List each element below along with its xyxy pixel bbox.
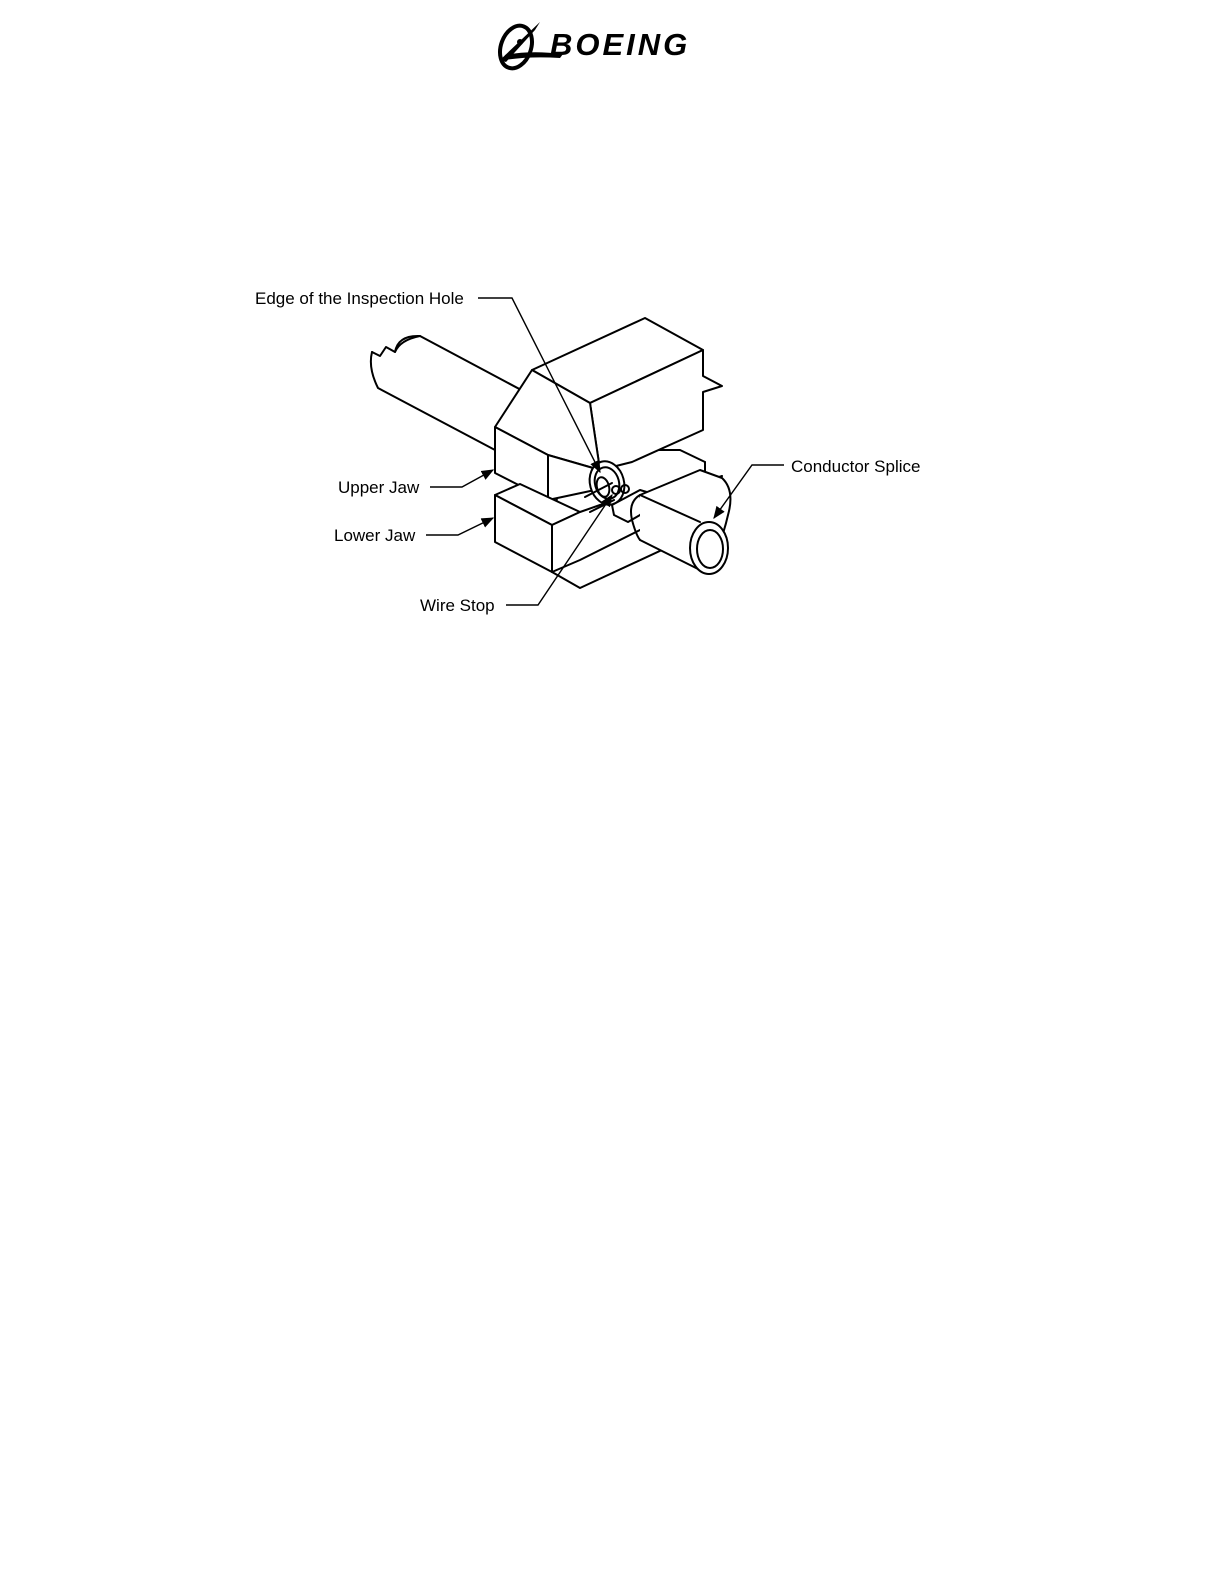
leader-lower-jaw — [426, 518, 493, 535]
callout-upper-jaw — [338, 470, 493, 497]
leader-upper-jaw — [430, 470, 493, 487]
boeing-logo — [494, 21, 690, 73]
callout-label-wire-stop: Wire Stop — [420, 596, 495, 615]
callout-label-upper-jaw: Upper Jaw — [338, 478, 420, 497]
callout-lower-jaw — [334, 518, 493, 545]
crimp-tool-illustration — [371, 318, 731, 588]
callout-label-inspection-hole: Edge of the Inspection Hole — [255, 289, 464, 308]
callout-conductor-splice — [714, 457, 920, 518]
callout-label-conductor-splice: Conductor Splice — [791, 457, 921, 476]
callout-label-lower-jaw: Lower Jaw — [334, 526, 416, 545]
boeing-wordmark: BOEING — [550, 27, 691, 62]
